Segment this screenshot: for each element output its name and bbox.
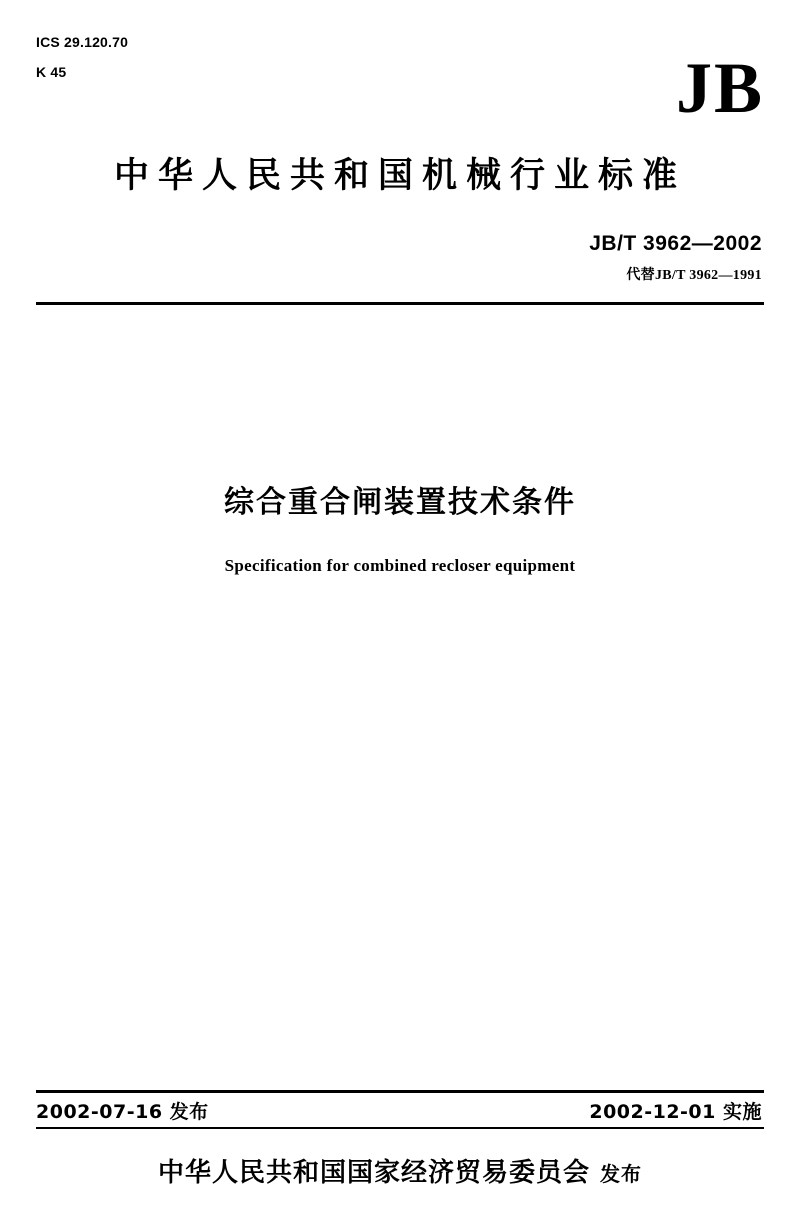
classification-code: K 45 bbox=[36, 64, 67, 80]
standard-number: JB/T 3962—2002 bbox=[589, 232, 762, 255]
document-title-english: Specification for combined recloser equipment bbox=[224, 556, 576, 575]
jb-logo: JB bbox=[675, 48, 764, 128]
issuer-verb: 发布 bbox=[600, 1162, 642, 1186]
issuer-divider-rule bbox=[36, 1127, 764, 1129]
standard-replaces-note: 代替JB/T 3962—1991 bbox=[626, 268, 762, 283]
ics-code: ICS 29.120.70 bbox=[36, 34, 129, 50]
effective-date: 2002-12-01 实施 bbox=[589, 1101, 762, 1123]
issuer-name: 中华人民共和国国家经济贸易委员会 bbox=[157, 1158, 590, 1188]
document-title-chinese: 综合重合闸装置技术条件 bbox=[224, 485, 576, 520]
header-divider-rule bbox=[36, 302, 764, 305]
issuer-line bbox=[36, 1152, 764, 1189]
organization-standard-title: 中华人民共和国机械行业标准 bbox=[113, 156, 686, 196]
issue-date: 2002-07-16 发布 bbox=[36, 1101, 209, 1123]
footer-divider-rule bbox=[36, 1090, 764, 1093]
